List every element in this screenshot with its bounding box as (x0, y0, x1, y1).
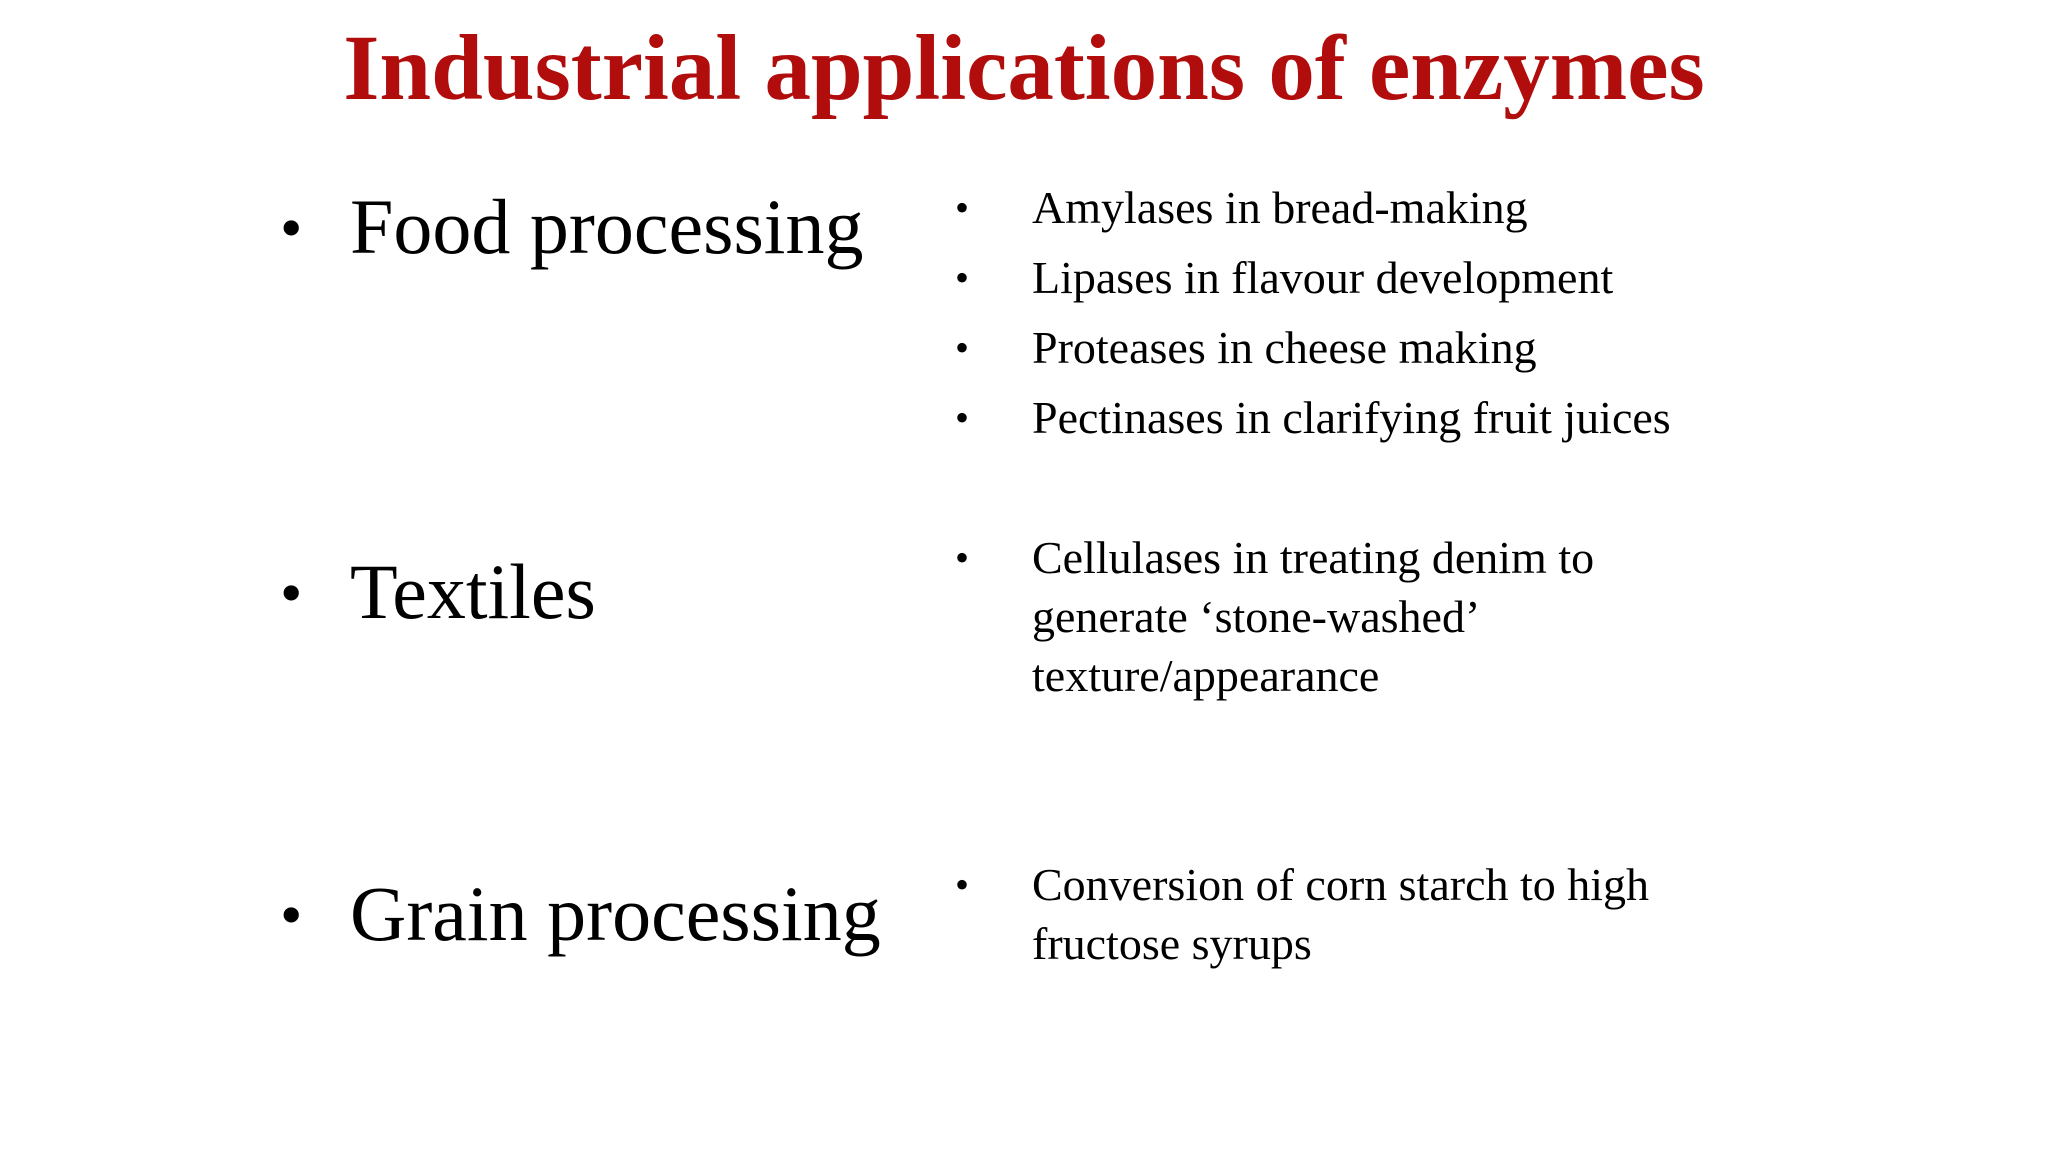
list-item (955, 318, 2015, 377)
detail-text: Conversion of corn starch to high fructose syrups (1032, 859, 1650, 969)
detail-text: Lipases in flavour development (1032, 252, 1614, 303)
bullet-icon: • (280, 879, 303, 950)
slide-title: Industrial applications of enzymes (343, 17, 1705, 120)
bullet-icon: • (280, 557, 303, 628)
textiles-detail-list (955, 528, 2015, 716)
bullet-icon: • (280, 192, 303, 263)
food-processing-detail-list (955, 178, 2015, 458)
list-item (955, 178, 2015, 237)
bullet-icon: • (955, 862, 970, 907)
bullet-icon: • (955, 395, 970, 440)
bullet-icon: • (955, 255, 970, 300)
list-item (955, 248, 2015, 307)
section-heading-label: Textiles (350, 548, 596, 635)
detail-text: Proteases in cheese making (1032, 322, 1537, 373)
grain-processing-detail-list (955, 855, 2015, 984)
detail-text: Pectinases in clarifying fruit juices (1032, 392, 1671, 443)
list-item (955, 528, 2015, 705)
bullet-icon: • (955, 535, 970, 580)
section-heading-label: Food processing (350, 183, 864, 270)
bullet-icon: • (955, 185, 970, 230)
list-item (955, 388, 2015, 447)
section-heading-label: Grain processing (350, 870, 881, 957)
bullet-icon: • (955, 325, 970, 370)
list-item (955, 855, 2015, 973)
detail-text: Cellulases in treating denim to generate ‘stone-washed’ texture/appearance (1032, 532, 1595, 701)
detail-text: Amylases in bread-making (1032, 182, 1528, 233)
